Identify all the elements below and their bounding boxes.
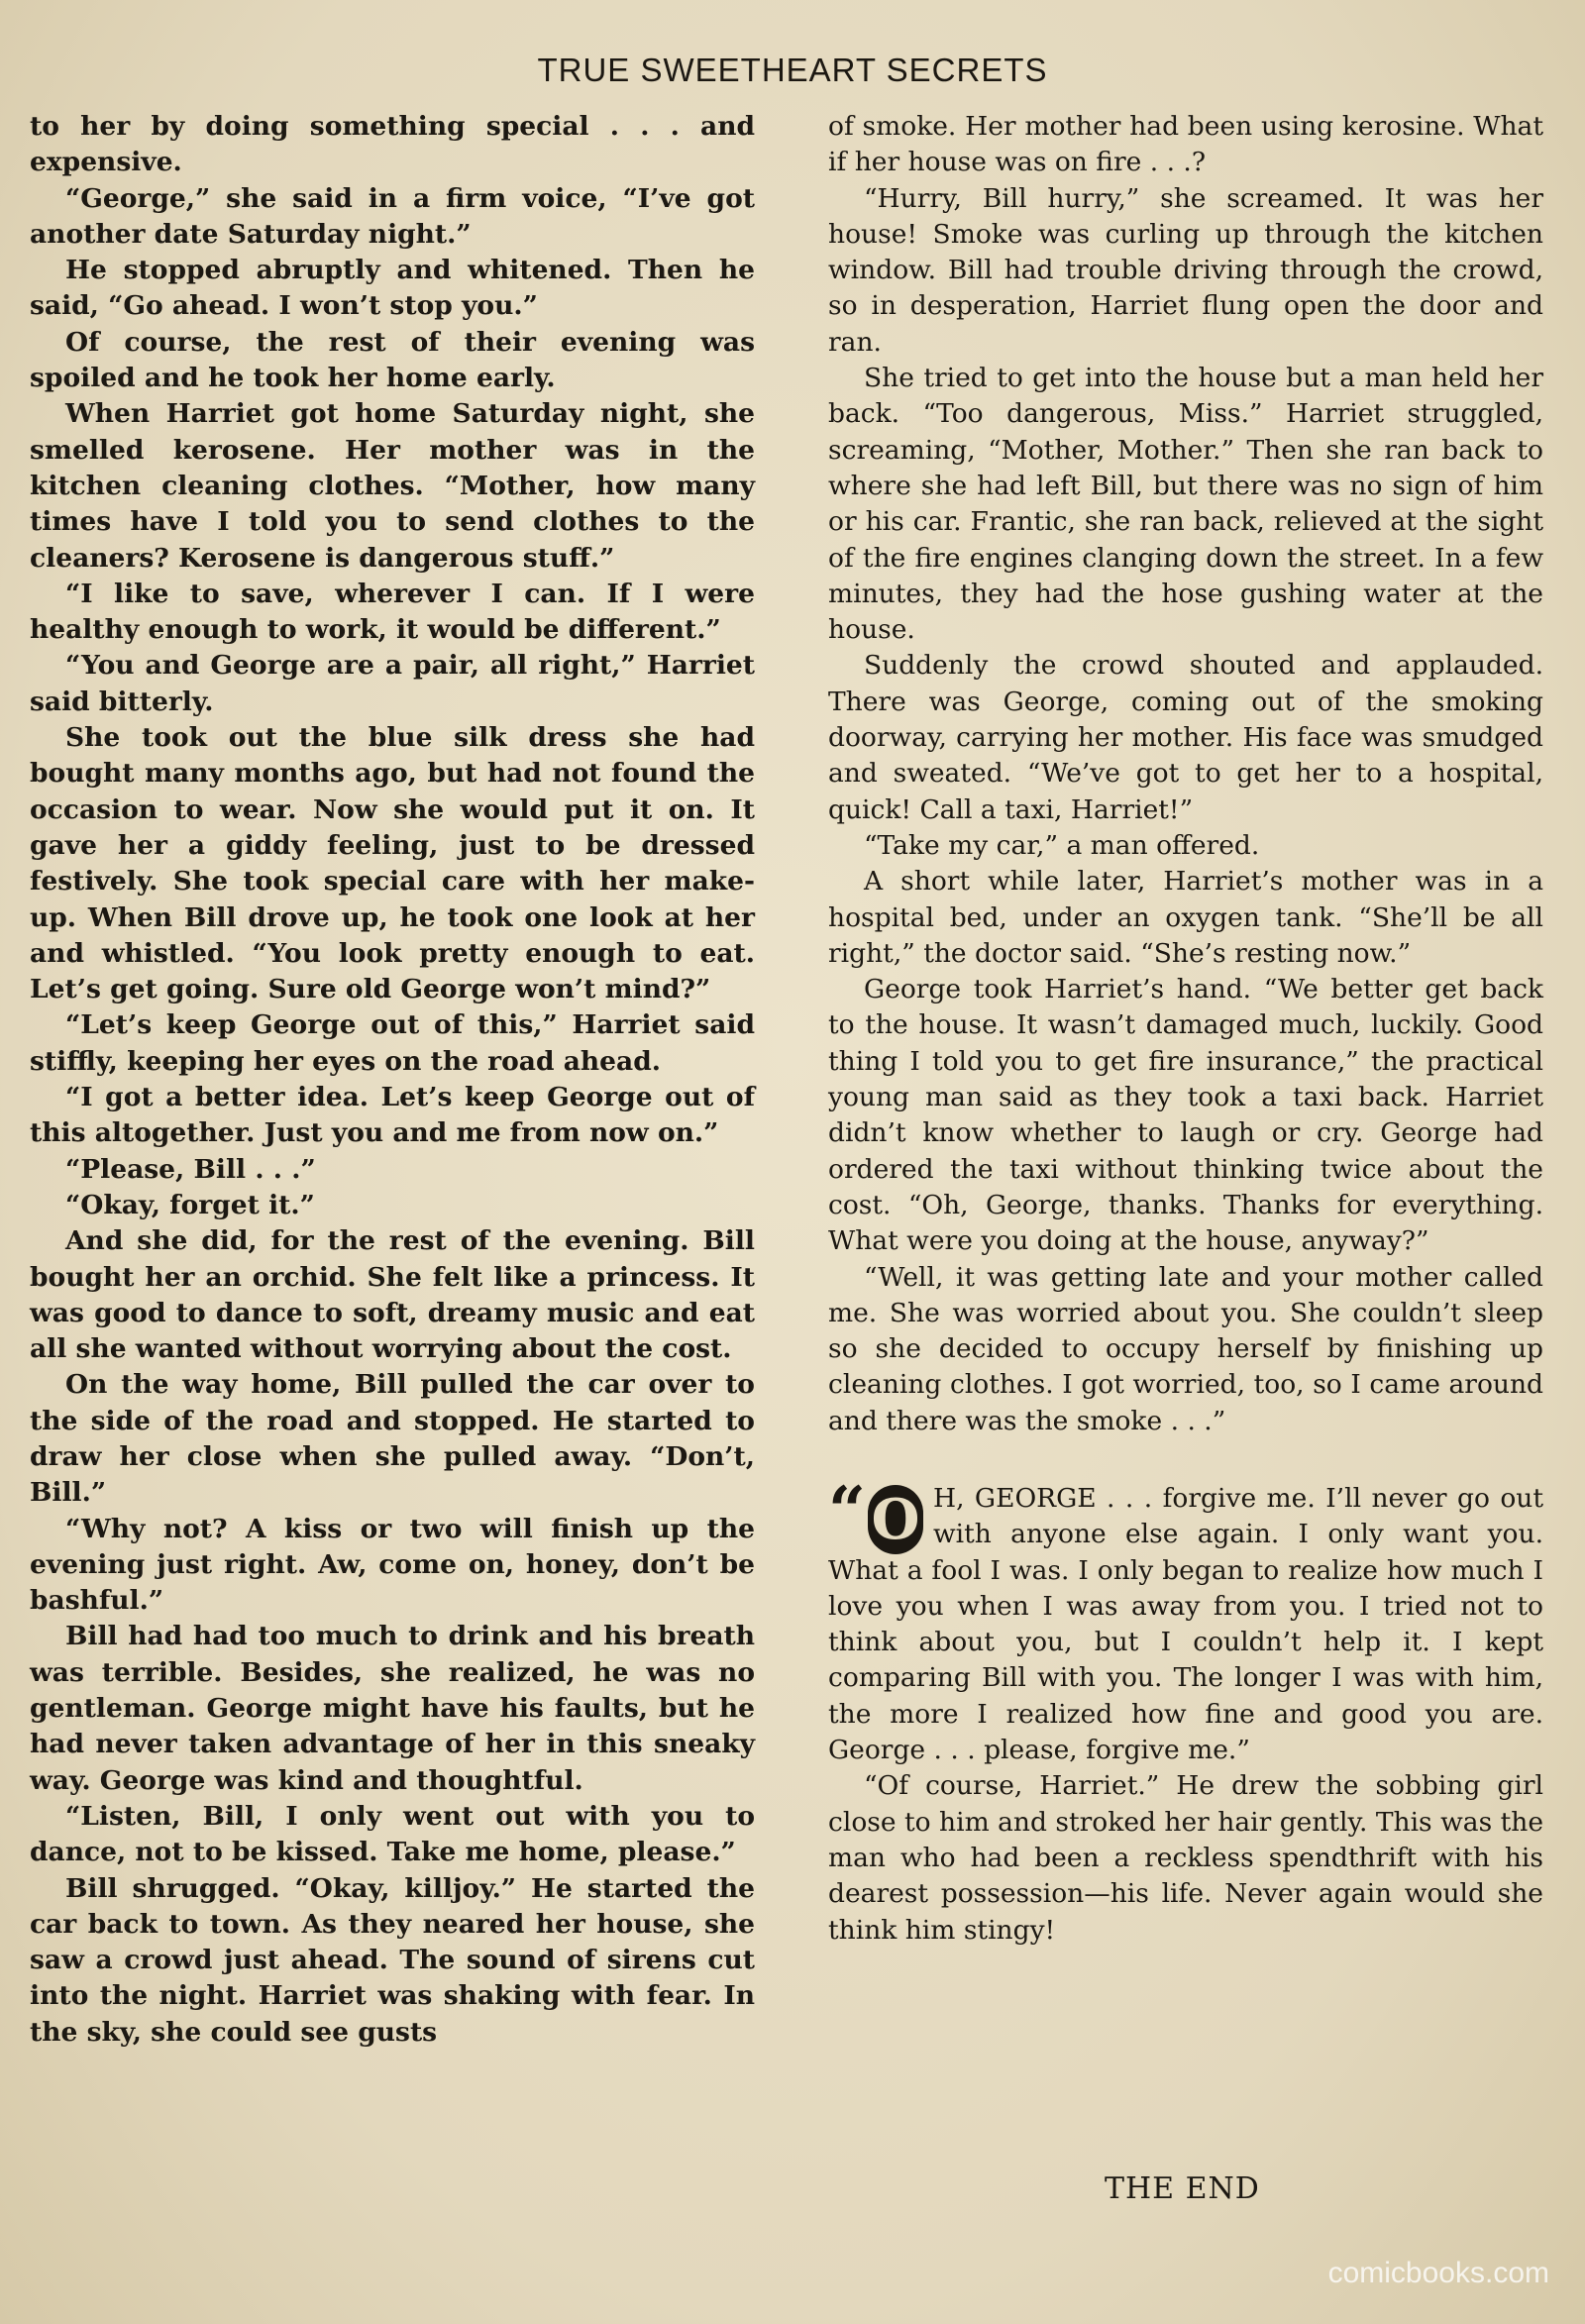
story-paragraph: He stopped abruptly and whitened. Then he said, “Go ahead. I won’t stop you.” [30,255,755,322]
story-paragraph: “George,” she said in a firm voice, “I’ve got another date Saturday night.” [30,182,755,250]
story-paragraph: of smoke. Her mother had been using kerosine. What if her house was on fire . . .? [828,111,1543,178]
story-paragraph: On the way home, Bill pulled the car over to the side of the road and stopped. He started to draw her close when she pulled away. “Don’t, Bill.” [30,1369,755,1509]
story-paragraph: “Of course, Harriet.” He drew the sobbing girl close to him and stroked her hair gently. This was the man who had been a reckless spendthrift with his dearest possession—his life. Never again would she think him stingy! [828,1770,1543,1946]
story-paragraph: “I like to save, wherever I can. If I were healthy enough to work, it would be different.” [30,578,755,646]
right-column [828,109,1543,1949]
story-paragraph: Of course, the rest of their evening was spoiled and he took her home early. [30,326,755,394]
dropcap [828,1471,923,1552]
story-paragraph: A short while later, Harriet’s mother was in a hospital bed, under an oxygen tank. “She’ll be all right,” the doctor said. “She’s resting now.” [828,866,1543,969]
story-paragraph: “Okay, forget it.” [65,1189,315,1220]
story-paragraph: “Let’s keep George out of this,” Harriet said stiffly, keeping her eyes on the road ahead. [30,1009,755,1077]
closing-paragraph-text: H, GEORGE . . . forgive me. I’ll never go out with anyone else again. I only want you. What a fool I was. I only began to realize how much I love you when I was away from you. I tried not to think about you, but I couldn’t help it. I kept comparing Bill with you. The longer I was with him, the more I realized how fine and good you are. George . . . please, forgive me.” [828,1482,1543,1766]
left-column [30,109,755,2051]
story-paragraph: Bill had had too much to drink and his breath was terrible. Besides, she realized, he was no gentleman. George might have his faults, but he had never taken advantage of her in this sneaky way. George was kind and thoughtful. [30,1621,755,1796]
story-paragraph: “Take my car,” a man offered. [864,829,1260,861]
story-paragraph: “Why not? A kiss or two will finish up the evening just right. Aw, come on, honey, don’t be bashful.” [30,1513,755,1617]
page-header-title: TRUE SWEETHEART SECRETS [537,52,1048,88]
story-paragraph: Suddenly the crowd shouted and applauded. There was George, coming out of the smoking doorway, carrying her mother. His face was smudged and sweated. “We’ve got to get her to a hospital, quick! Call a taxi, Harriet!” [828,650,1543,825]
story-paragraph: And she did, for the rest of the evening. Bill bought her an orchid. She felt like a princess. It was good to dance to soft, dreamy music and eat all she wanted without worrying about the cost. [30,1225,755,1365]
story-paragraph: “Listen, Bill, I only went out with you to dance, not to be kissed. Take me home, please.” [30,1800,755,1868]
story-paragraph: “Hurry, Bill hurry,” she screamed. It was her house! Smoke was curling up through the kitchen window. Bill had trouble driving through the crowd, so in desperation, Harriet flung open the door and ran. [828,182,1543,358]
story-paragraph: She took out the blue silk dress she had bought many months ago, but had not found the occasion to wear. Now she would put it on. It gave her a giddy feeling, just to be dressed festively. She took special care with her make-up. When Bill drove up, he took one look at her and whistled. “You look pretty enough to eat. Let’s get going. Sure old George won’t mind?” [30,722,755,1005]
story-paragraph: George took Harriet’s hand. “We better get back to the house. It wasn’t damaged much, luckily. Good thing I told you to get fire insurance,” the practical young man said as they took a taxi back. Harriet didn’t know whether to laugh or cry. George had ordered the taxi without thinking twice about the cost. “Oh, George, thanks. Thanks for everything. What were you doing at the house, anyway?” [828,974,1543,1257]
closing-paragraph [828,1471,1543,1768]
story-paragraph: Bill shrugged. “Okay, killjoy.” He started the car back to town. As they neared her house, she saw a crowd just ahead. The sound of sirens cut into the night. Harriet was shaking with fear. In the sky, she could see gusts [30,1872,755,2048]
dropcap-letter: O [868,1485,923,1554]
dropcap-quote: “ [828,1471,866,1549]
story-paragraph: “I got a better idea. Let’s keep George out of this altogether. Just you and me from now on.” [30,1082,755,1149]
story-paragraph: “Please, Bill . . .” [65,1153,316,1185]
story-paragraph: “You and George are a pair, all right,” Harriet said bitterly. [30,650,755,717]
the-end-label: THE END [1105,2171,1260,2206]
watermark: comicbooks.com [1327,2257,1549,2289]
story-paragraph: to her by doing something special . . . and expensive. [30,111,755,178]
story-paragraph: “Well, it was getting late and your mother called me. She was worried about you. She couldn’t sleep so she decided to occupy herself by finishing up cleaning clothes. I got worried, too, so I came around and there was the smoke . . .” [828,1261,1543,1436]
story-paragraph: She tried to get into the house but a man held her back. “Too dangerous, Miss.” Harriet struggled, screaming, “Mother, Mother.” Then she ran back to where she had left Bill, but there was no sign of him or his car. Frantic, she ran back, relieved at the sight of the fire engines clanging down the street. In a few minutes, they had the hose gushing water at the house. [828,363,1543,646]
story-paragraph: When Harriet got home Saturday night, she smelled kerosene. Her mother was in the kitchen cleaning clothes. “Mother, how many times have I told you to send clothes to the cleaners? Kerosene is dangerous stuff.” [30,398,755,574]
